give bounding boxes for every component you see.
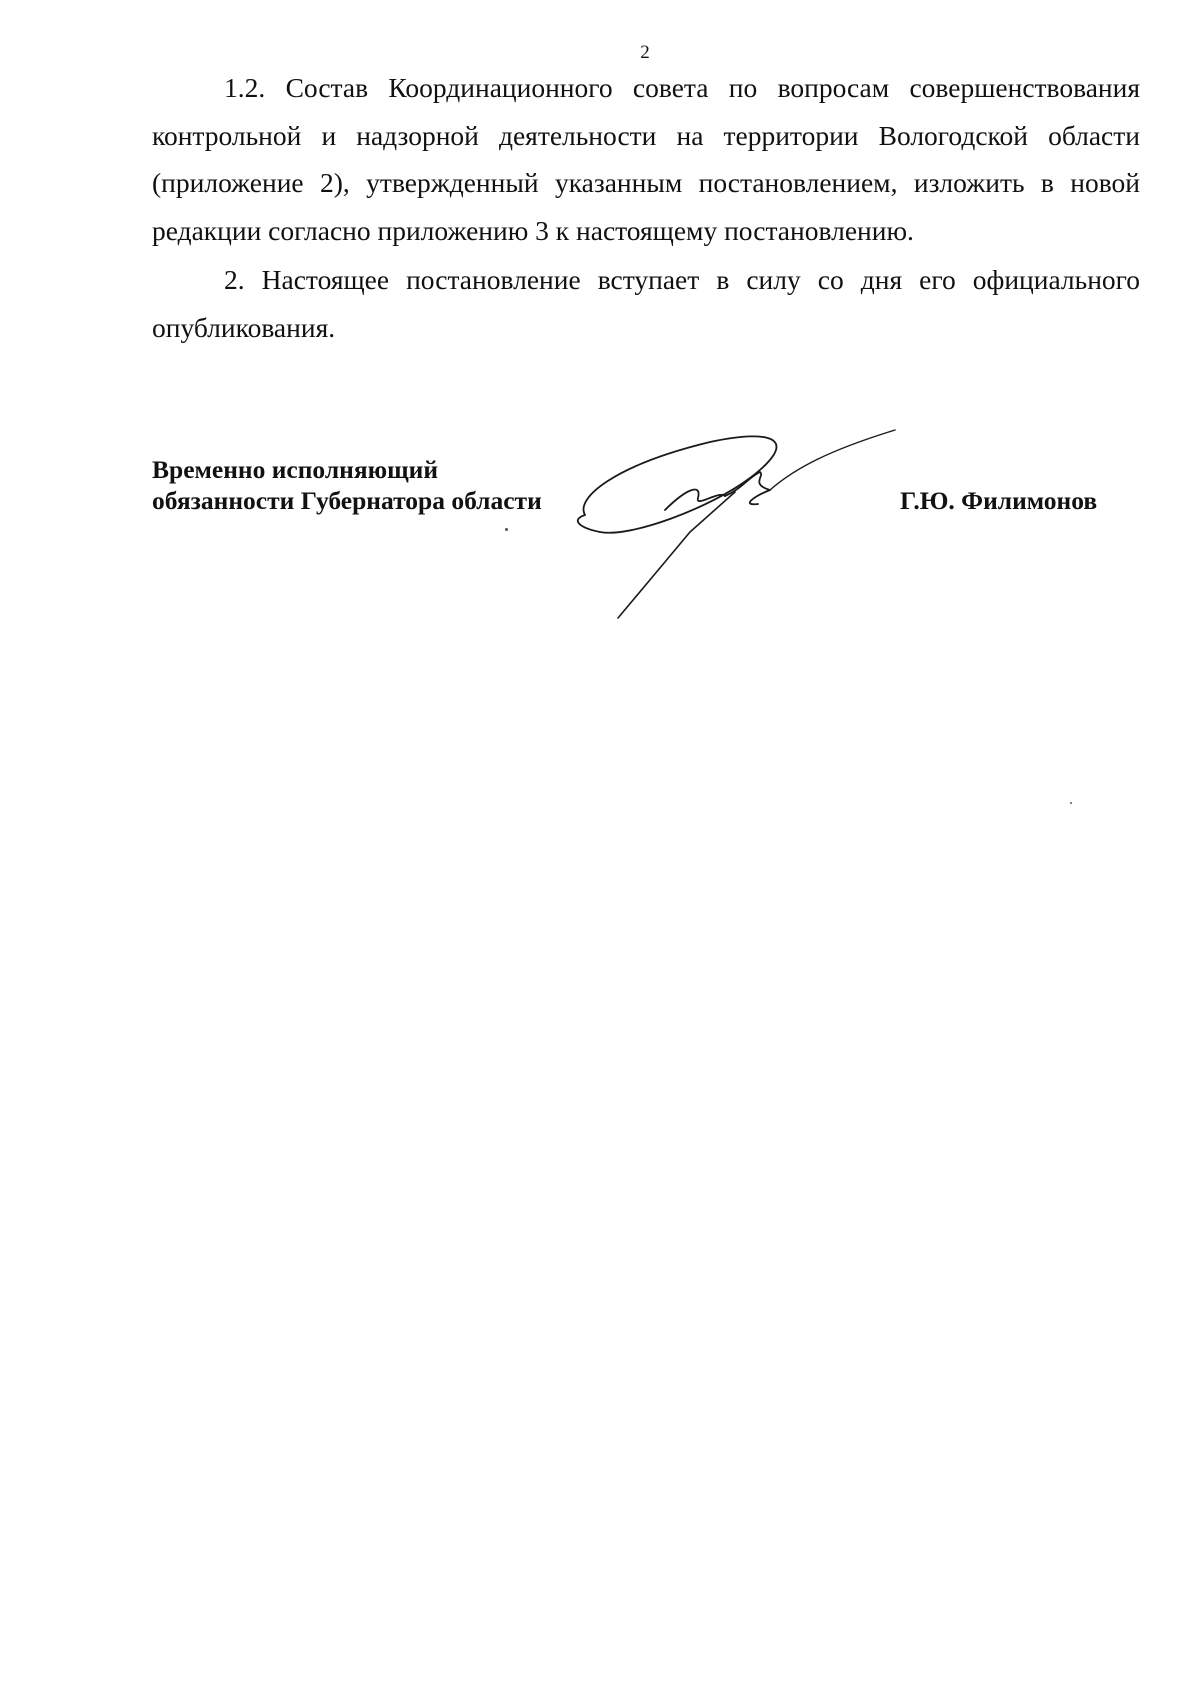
paragraph-1-2: 1.2. Состав Координационного совета по вопросам совершенствования контрольной и надзорной деятельности на территории Вологодской области (приложение 2), утвержденный указанным постановлением, изложить в новой редакции согласно приложению 3 к настоящему постановлению. — [152, 72, 1140, 246]
signature-block — [152, 454, 542, 516]
handwritten-signature — [560, 420, 990, 620]
page-number: 2 — [640, 42, 650, 63]
signer-position-line-1: Временно исполняющий — [152, 455, 439, 484]
paragraph-2: 2. Настоящее постановление вступает в силу со дня его официального опубликования. — [152, 264, 1140, 343]
scan-speck — [505, 528, 508, 531]
signer-name: Г.Ю. Филимонов — [900, 486, 1098, 515]
scan-speck — [1070, 802, 1072, 804]
signer-position-line-2: обязанности Губернатора области — [152, 486, 542, 515]
document-body — [152, 64, 1140, 351]
